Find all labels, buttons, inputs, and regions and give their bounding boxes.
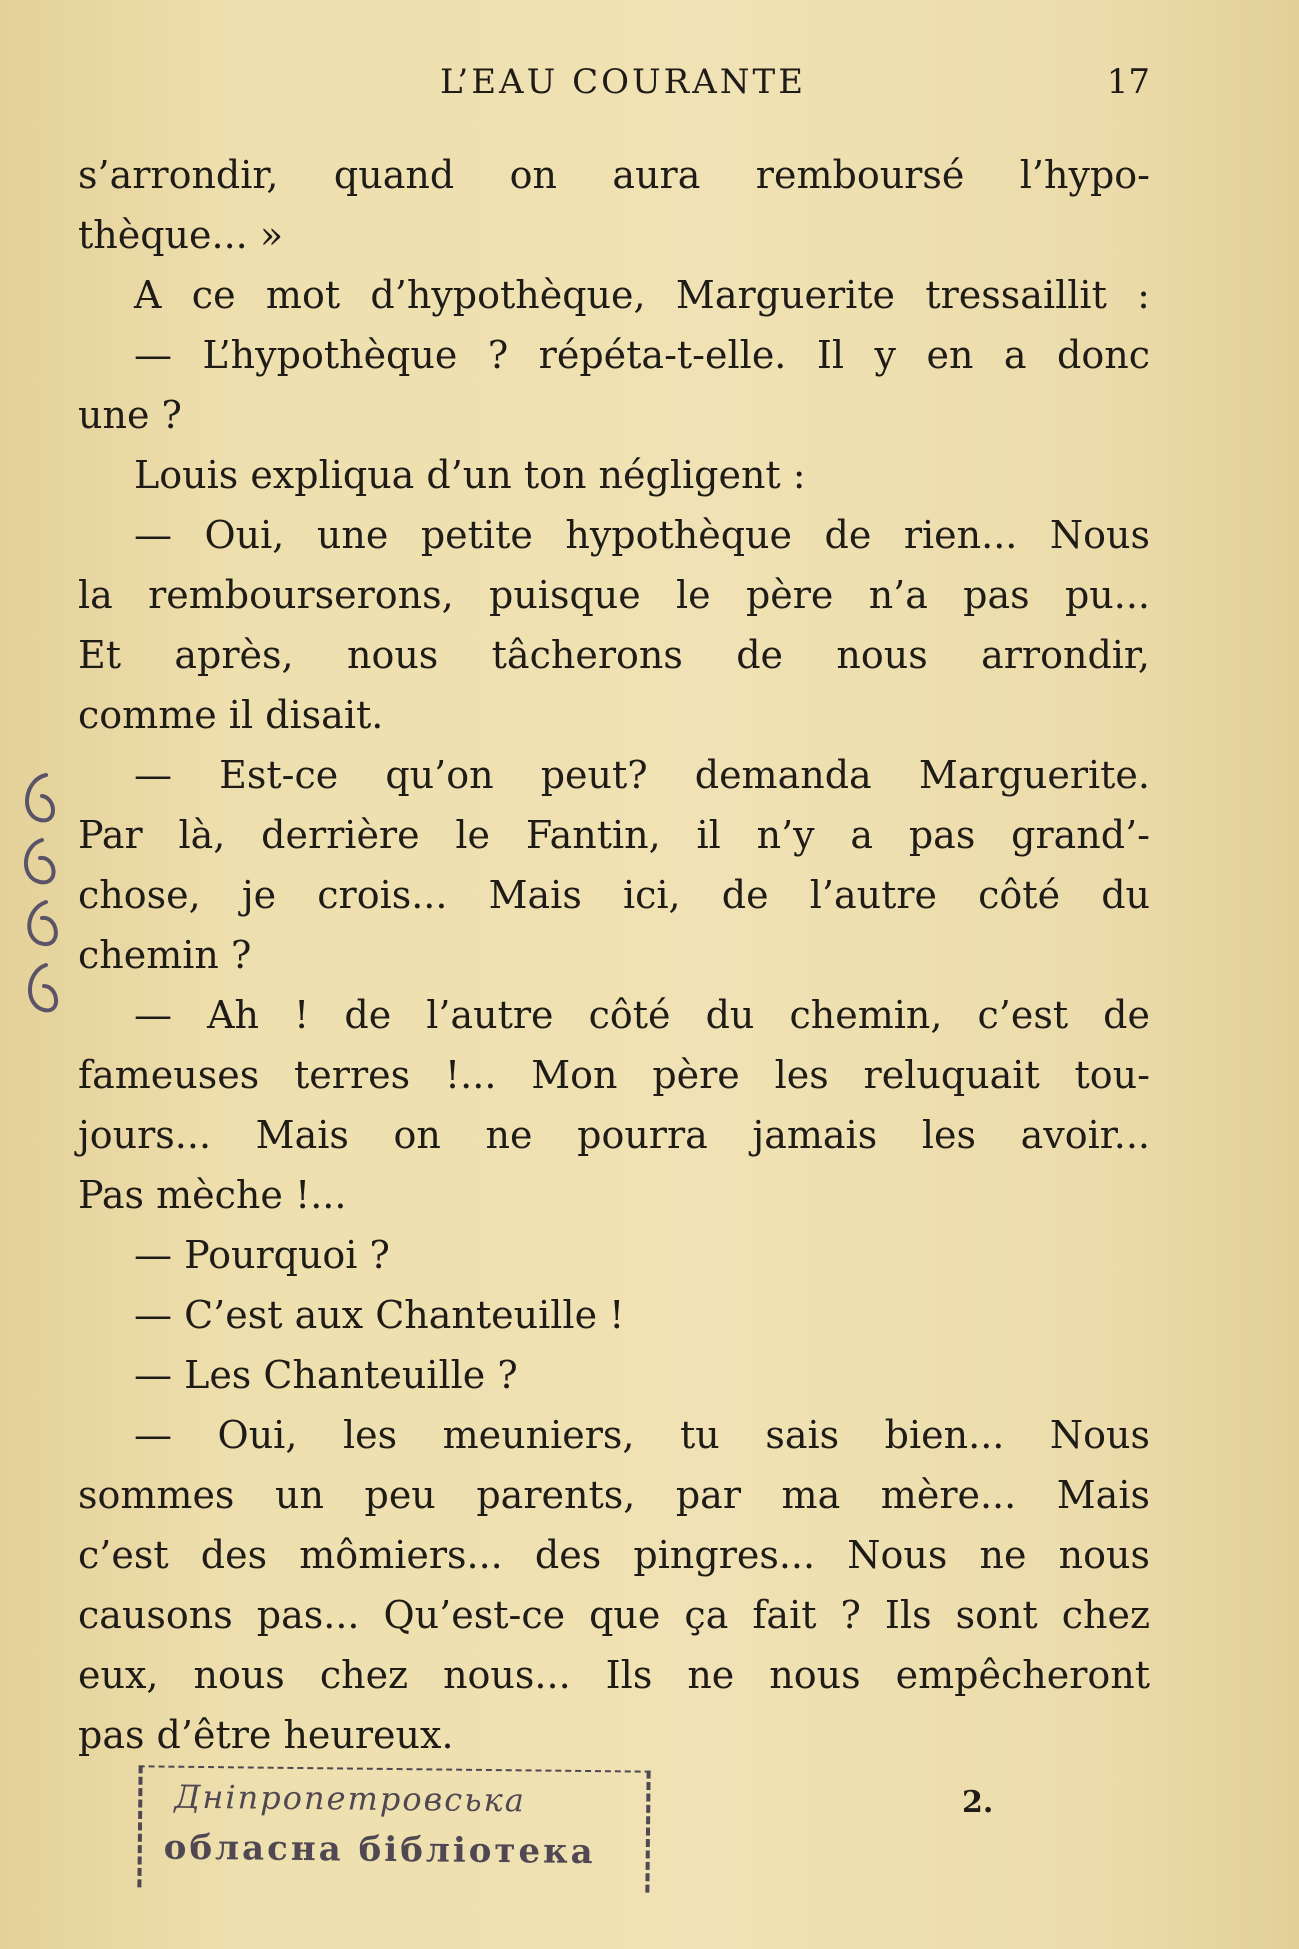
text-line: — Oui, les meuniers, tu sais bien... Nous	[134, 1413, 1150, 1457]
library-stamp	[137, 1765, 650, 1892]
text-line: jours... Mais on ne pourra jamais les avoir...	[78, 1113, 1150, 1157]
text-line: eux, nous chez nous... Ils ne nous empêcheront	[78, 1653, 1150, 1697]
text-line: causons pas... Qu’est-ce que ça fait ? Ils sont chez	[78, 1593, 1150, 1637]
text-line: la rembourserons, puisque le père n’a pas pu...	[78, 573, 1150, 617]
body-text	[78, 145, 1150, 1765]
text-line: Pas mèche !...	[78, 1173, 347, 1217]
text-line: — L’hypothèque ? répéta-t-elle. Il y en a donc	[134, 333, 1150, 377]
text-line: — Est-ce qu’on peut? demanda Marguerite.	[134, 753, 1150, 797]
text-line: chemin ?	[78, 933, 252, 977]
text-line: — Pourquoi ?	[134, 1233, 390, 1277]
text-line: — C’est aux Chanteuille !	[134, 1293, 625, 1337]
stamp-line-2: обласна бiблiотека	[163, 1827, 596, 1873]
text-line: comme il disait.	[78, 693, 384, 737]
text-line: une ?	[78, 393, 182, 437]
text-line: thèque... »	[78, 213, 284, 257]
text-line: — Ah ! de l’autre côté du chemin, c’est de	[134, 993, 1150, 1037]
text-line: c’est des mômiers... des pingres... Nous ne nous	[78, 1533, 1150, 1577]
text-line: Louis expliqua d’un ton négligent :	[134, 453, 806, 497]
text-line: Et après, nous tâcherons de nous arrondir,	[78, 633, 1150, 677]
stamp-line-1: Днiпропетровська	[174, 1777, 526, 1820]
running-head	[80, 62, 1150, 112]
text-line: Par là, derrière le Fantin, il n’y a pas grand’-	[78, 813, 1150, 857]
text-line: pas d’être heureux.	[78, 1713, 454, 1757]
text-line: chose, je crois... Mais ici, de l’autre côté du	[78, 873, 1150, 917]
text-line: — Oui, une petite hypothèque de rien... Nous	[134, 513, 1150, 557]
text-line: s’arrondir, quand on aura remboursé l’hypo-	[78, 153, 1150, 197]
text-line: A ce mot d’hypothèque, Marguerite tressaillit :	[134, 273, 1150, 317]
text-line: sommes un peu parents, par ma mère... Mais	[78, 1473, 1150, 1517]
text-line: — Les Chanteuille ?	[134, 1353, 518, 1397]
running-title: L’EAU COURANTE	[440, 62, 807, 102]
handwritten-margin-annotation	[6, 760, 76, 1030]
page-number: 17	[1106, 62, 1150, 102]
signature-mark: 2.	[962, 1785, 994, 1820]
text-line: fameuses terres !... Mon père les reluquait tou-	[78, 1053, 1150, 1097]
